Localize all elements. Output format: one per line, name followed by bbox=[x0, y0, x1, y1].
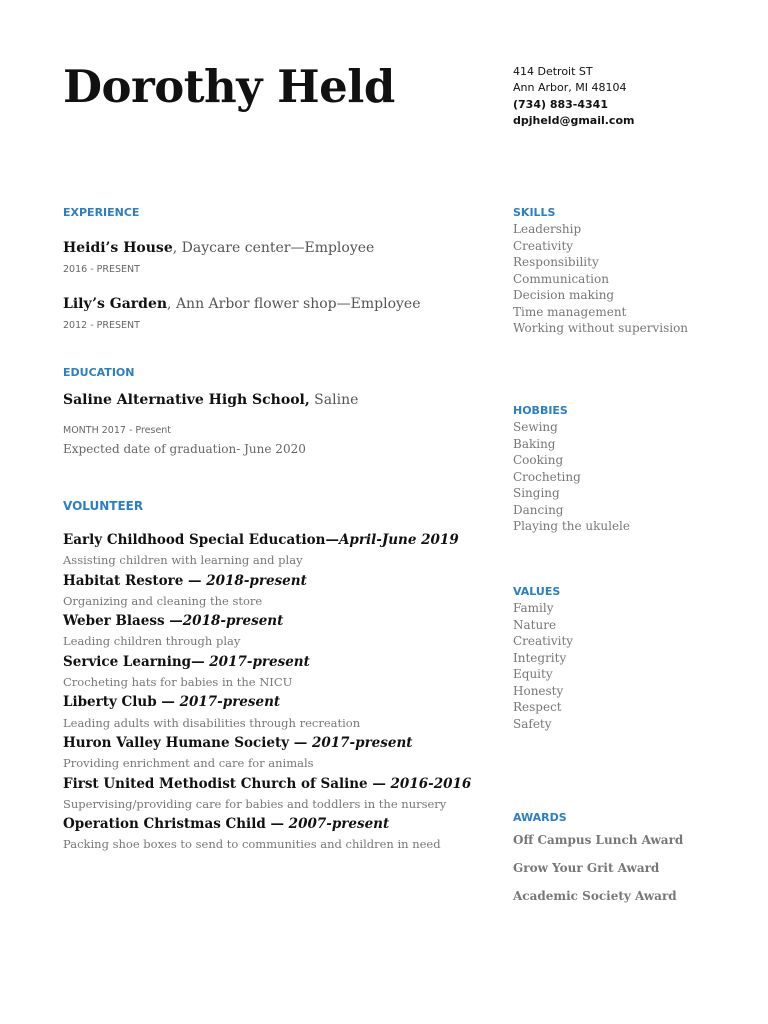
award-item: Academic Society Award bbox=[513, 889, 677, 903]
hobby-item: Dancing bbox=[513, 502, 564, 517]
graduation-note: Expected date of graduation- June 2020 bbox=[63, 442, 306, 456]
volunteer-heading: VOLUNTEER bbox=[63, 499, 144, 513]
volunteer-date: 2016-2016 bbox=[390, 775, 472, 792]
volunteer-org: Weber Blaess — bbox=[63, 613, 183, 630]
volunteer-item bbox=[63, 571, 483, 612]
award-item: Grow Your Grit Award bbox=[513, 861, 660, 875]
school-name: Saline Alternative High School, bbox=[63, 392, 310, 408]
hobby-item: Baking bbox=[513, 436, 556, 451]
volunteer-item bbox=[63, 652, 483, 693]
volunteer-item bbox=[63, 774, 483, 815]
volunteer-desc: Providing enrichment and care for animals bbox=[63, 756, 314, 771]
job-role: , Ann Arbor flower shop—Employee bbox=[167, 296, 421, 312]
values-list bbox=[513, 600, 573, 732]
volunteer-item bbox=[63, 530, 483, 571]
job-role: , Daycare center—Employee bbox=[172, 240, 375, 256]
value-item: Integrity bbox=[513, 650, 567, 665]
hobby-item: Cooking bbox=[513, 453, 564, 467]
volunteer-desc: Supervising/providing care for babies and toddlers in the nursery bbox=[63, 796, 447, 811]
value-item: Equity bbox=[513, 667, 553, 681]
address-line-1: 414 Detroit ST bbox=[513, 65, 593, 78]
skills-list bbox=[513, 221, 688, 337]
phone-number: (734) 883-4341 bbox=[513, 97, 608, 111]
job-title bbox=[63, 240, 374, 256]
education-heading: EDUCATION bbox=[63, 366, 135, 379]
job-org: Lily’s Garden bbox=[63, 296, 168, 312]
contact-block bbox=[513, 64, 634, 130]
hobby-item: Crocheting bbox=[513, 469, 581, 484]
value-item: Safety bbox=[513, 716, 552, 731]
skill-item: Communication bbox=[513, 271, 609, 286]
value-item: Nature bbox=[513, 617, 557, 632]
volunteer-org: Huron Valley Humane Society — bbox=[63, 735, 312, 752]
volunteer-org: First United Methodist Church of Saline — bbox=[63, 775, 391, 792]
volunteer-date: 2007-present bbox=[288, 816, 390, 833]
awards-heading: AWARDS bbox=[513, 811, 567, 824]
volunteer-desc: Leading adults with disabilities through recreation bbox=[63, 715, 361, 730]
volunteer-date: 2018-present bbox=[182, 613, 284, 630]
job-title bbox=[63, 296, 421, 312]
volunteer-date: 2017-present bbox=[311, 735, 413, 752]
volunteer-desc: Organizing and cleaning the store bbox=[63, 593, 263, 608]
value-item: Family bbox=[513, 601, 554, 615]
education-dates: MONTH 2017 - Present bbox=[63, 425, 172, 436]
skill-item: Decision making bbox=[513, 288, 615, 302]
skill-item: Time management bbox=[513, 304, 627, 319]
awards-list bbox=[513, 830, 683, 914]
hobby-item: Singing bbox=[513, 486, 560, 500]
volunteer-desc: Crocheting hats for babies in the NICU bbox=[63, 675, 293, 690]
volunteer-org: Early Childhood Special Education— bbox=[63, 532, 339, 548]
skill-item: Responsibility bbox=[513, 255, 599, 269]
hobby-item: Playing the ukulele bbox=[513, 519, 630, 533]
value-item: Honesty bbox=[513, 683, 564, 698]
volunteer-org: Liberty Club — bbox=[63, 694, 180, 711]
volunteer-date: 2018-present bbox=[206, 572, 307, 589]
volunteer-date: 2017-present bbox=[209, 653, 310, 670]
skill-item: Creativity bbox=[513, 238, 574, 253]
volunteer-item bbox=[63, 814, 483, 855]
volunteer-list bbox=[63, 530, 483, 855]
volunteer-org: Habitat Restore — bbox=[63, 572, 207, 589]
volunteer-org: Service Learning— bbox=[63, 653, 210, 670]
volunteer-date: April-June 2019 bbox=[338, 532, 459, 548]
volunteer-item bbox=[63, 611, 483, 652]
volunteer-desc: Assisting children with learning and play bbox=[63, 553, 303, 568]
skill-item: Working without supervision bbox=[513, 321, 689, 335]
hobbies-heading: HOBBIES bbox=[513, 404, 568, 417]
experience-heading: EXPERIENCE bbox=[63, 206, 140, 219]
volunteer-desc: Packing shoe boxes to send to communities and children in need bbox=[63, 837, 441, 852]
volunteer-item bbox=[63, 692, 483, 733]
school-location: Saline bbox=[309, 392, 359, 408]
value-item: Respect bbox=[513, 700, 562, 714]
address-line-2: Ann Arbor, MI 48104 bbox=[513, 81, 627, 95]
hobby-item: Sewing bbox=[513, 420, 558, 434]
value-item: Creativity bbox=[513, 634, 574, 648]
volunteer-date: 2017-present bbox=[179, 694, 281, 711]
hobbies-list bbox=[513, 419, 630, 535]
email-address: dpjheld@gmail.com bbox=[513, 114, 635, 128]
job-org: Heidi’s House bbox=[63, 240, 173, 256]
volunteer-item bbox=[63, 733, 483, 774]
job-dates: 2012 - PRESENT bbox=[63, 320, 140, 331]
school-title bbox=[63, 392, 358, 408]
volunteer-org: Operation Christmas Child — bbox=[63, 816, 289, 833]
resume-name: Dorothy Held bbox=[63, 60, 395, 113]
award-item: Off Campus Lunch Award bbox=[513, 833, 684, 847]
skill-item: Leadership bbox=[513, 222, 582, 236]
values-heading: VALUES bbox=[513, 585, 561, 598]
volunteer-desc: Leading children through play bbox=[63, 634, 241, 649]
skills-heading: SKILLS bbox=[513, 206, 556, 219]
job-dates: 2016 - PRESENT bbox=[63, 264, 140, 275]
